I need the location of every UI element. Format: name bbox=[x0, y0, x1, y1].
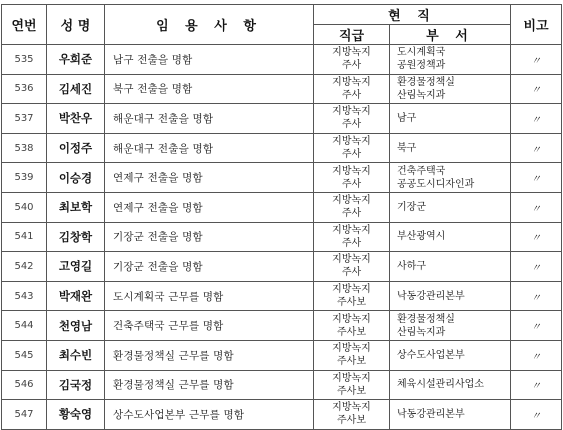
row-department-line: 건축주택국 bbox=[397, 165, 446, 177]
table-row bbox=[2, 104, 562, 134]
table-body bbox=[2, 45, 562, 430]
row-number: 535 bbox=[2, 45, 47, 75]
header-appointment: 임 용 사 항 bbox=[105, 5, 314, 45]
table-row bbox=[2, 163, 562, 193]
row-department bbox=[390, 281, 511, 311]
row-name: 이정주 bbox=[47, 133, 105, 163]
row-rank bbox=[314, 74, 390, 104]
row-appointment: 기장군 전출을 명함 bbox=[105, 252, 314, 282]
row-rank-line: 주사보 bbox=[337, 415, 366, 427]
row-department-line: 낙동강관리본부 bbox=[397, 290, 465, 302]
row-department-line: 기장군 bbox=[397, 201, 426, 213]
row-name: 김세진 bbox=[47, 74, 105, 104]
row-rank-line: 지방녹지 bbox=[332, 76, 371, 88]
row-number: 542 bbox=[2, 252, 47, 282]
row-rank bbox=[314, 370, 390, 400]
row-department bbox=[390, 104, 511, 134]
row-department bbox=[390, 222, 511, 252]
row-appointment: 연제구 전출을 명함 bbox=[105, 192, 314, 222]
row-note: 〃 bbox=[511, 311, 562, 341]
header-name: 성 명 bbox=[47, 5, 105, 45]
row-name: 황숙영 bbox=[47, 400, 105, 430]
row-number: 540 bbox=[2, 192, 47, 222]
row-note: 〃 bbox=[511, 163, 562, 193]
row-rank bbox=[314, 222, 390, 252]
row-rank-line: 주사보 bbox=[337, 297, 366, 309]
row-rank bbox=[314, 104, 390, 134]
row-name: 박재완 bbox=[47, 281, 105, 311]
row-department bbox=[390, 311, 511, 341]
row-appointment: 도시계획국 근무를 명함 bbox=[105, 281, 314, 311]
row-department bbox=[390, 74, 511, 104]
row-department-line: 부산광역시 bbox=[397, 231, 446, 243]
row-rank-line: 지방녹지 bbox=[332, 284, 371, 296]
row-department bbox=[390, 400, 511, 430]
row-department-line: 체육시설관리사업소 bbox=[397, 379, 484, 391]
row-note: 〃 bbox=[511, 281, 562, 311]
row-rank-line: 지방녹지 bbox=[332, 195, 371, 207]
row-department-line: 사하구 bbox=[397, 260, 426, 272]
row-rank bbox=[314, 45, 390, 75]
row-name: 우희준 bbox=[47, 45, 105, 75]
header-note: 비고 bbox=[511, 5, 562, 45]
row-note: 〃 bbox=[511, 370, 562, 400]
row-rank bbox=[314, 400, 390, 430]
row-number: 546 bbox=[2, 370, 47, 400]
row-rank-line: 주사 bbox=[341, 267, 362, 279]
row-rank-line: 지방녹지 bbox=[332, 106, 371, 118]
row-appointment: 기장군 전출을 명함 bbox=[105, 222, 314, 252]
table-row bbox=[2, 311, 562, 341]
row-department-line: 산림녹지과 bbox=[397, 326, 446, 338]
row-rank-line: 지방녹지 bbox=[332, 47, 371, 59]
row-name: 박찬우 bbox=[47, 104, 105, 134]
row-rank bbox=[314, 311, 390, 341]
row-rank-line: 주사보 bbox=[337, 385, 366, 397]
row-rank-line: 지방녹지 bbox=[332, 372, 371, 384]
table-row bbox=[2, 74, 562, 104]
table-row bbox=[2, 340, 562, 370]
row-note: 〃 bbox=[511, 192, 562, 222]
row-department bbox=[390, 370, 511, 400]
table-row bbox=[2, 252, 562, 282]
row-number: 539 bbox=[2, 163, 47, 193]
row-department-line: 남구 bbox=[397, 112, 417, 124]
table-row bbox=[2, 370, 562, 400]
row-rank-line: 주사보 bbox=[337, 326, 366, 338]
row-name: 김국정 bbox=[47, 370, 105, 400]
row-rank-line: 주사 bbox=[341, 237, 362, 249]
row-rank-line: 지방녹지 bbox=[332, 224, 371, 236]
row-note: 〃 bbox=[511, 45, 562, 75]
row-rank-line: 주사 bbox=[341, 89, 362, 101]
row-department-line: 공공도시디자인과 bbox=[397, 178, 475, 190]
row-number: 547 bbox=[2, 400, 47, 430]
row-rank bbox=[314, 281, 390, 311]
row-appointment: 환경물정책실 근무를 명함 bbox=[105, 340, 314, 370]
row-rank-line: 지방녹지 bbox=[332, 136, 371, 148]
row-rank-line: 주사 bbox=[341, 178, 362, 190]
row-department bbox=[390, 192, 511, 222]
table-row bbox=[2, 400, 562, 430]
row-note: 〃 bbox=[511, 222, 562, 252]
row-department-line: 환경물정책실 bbox=[397, 313, 455, 325]
row-note: 〃 bbox=[511, 400, 562, 430]
row-number: 537 bbox=[2, 104, 47, 134]
row-rank bbox=[314, 133, 390, 163]
row-note: 〃 bbox=[511, 252, 562, 282]
row-name: 고영길 bbox=[47, 252, 105, 282]
row-department-line: 도시계획국 bbox=[397, 47, 446, 59]
row-rank bbox=[314, 252, 390, 282]
row-appointment: 해운대구 전출을 명함 bbox=[105, 133, 314, 163]
row-rank-line: 주사 bbox=[341, 119, 362, 131]
row-department-line: 환경물정책실 bbox=[397, 76, 455, 88]
appointment-table bbox=[1, 4, 562, 430]
row-department-line: 산림녹지과 bbox=[397, 89, 446, 101]
header-no: 연번 bbox=[2, 5, 47, 45]
row-number: 541 bbox=[2, 222, 47, 252]
table-row bbox=[2, 45, 562, 75]
row-name: 이승경 bbox=[47, 163, 105, 193]
row-note: 〃 bbox=[511, 74, 562, 104]
row-department bbox=[390, 252, 511, 282]
row-name: 최수빈 bbox=[47, 340, 105, 370]
row-rank bbox=[314, 192, 390, 222]
row-department-line: 낙동강관리본부 bbox=[397, 408, 465, 420]
row-department bbox=[390, 133, 511, 163]
row-name: 천영남 bbox=[47, 311, 105, 341]
row-number: 545 bbox=[2, 340, 47, 370]
row-rank-line: 지방녹지 bbox=[332, 165, 371, 177]
row-rank-line: 주사 bbox=[341, 60, 362, 72]
row-rank-line: 지방녹지 bbox=[332, 343, 371, 355]
table-row bbox=[2, 222, 562, 252]
row-number: 544 bbox=[2, 311, 47, 341]
row-appointment: 북구 전출을 명함 bbox=[105, 74, 314, 104]
row-department bbox=[390, 163, 511, 193]
row-appointment: 상수도사업본부 근무를 명함 bbox=[105, 400, 314, 430]
row-rank-line: 지방녹지 bbox=[332, 313, 371, 325]
table-row bbox=[2, 281, 562, 311]
row-number: 543 bbox=[2, 281, 47, 311]
row-department bbox=[390, 45, 511, 75]
row-note: 〃 bbox=[511, 104, 562, 134]
row-name: 김창학 bbox=[47, 222, 105, 252]
row-appointment: 건축주택국 근무를 명함 bbox=[105, 311, 314, 341]
row-rank bbox=[314, 340, 390, 370]
row-department-line: 북구 bbox=[397, 142, 417, 154]
row-rank bbox=[314, 163, 390, 193]
row-rank-line: 지방녹지 bbox=[332, 402, 371, 414]
row-department-line: 상수도사업본부 bbox=[397, 349, 465, 361]
header-rank: 직급 bbox=[314, 25, 390, 45]
row-appointment: 해운대구 전출을 명함 bbox=[105, 104, 314, 134]
header-department: 부 서 bbox=[390, 25, 511, 45]
row-appointment: 남구 전출을 명함 bbox=[105, 45, 314, 75]
row-rank-line: 주사 bbox=[341, 208, 362, 220]
row-appointment: 환경물정책실 근무를 명함 bbox=[105, 370, 314, 400]
row-note: 〃 bbox=[511, 340, 562, 370]
header-current-position: 현 직 bbox=[314, 5, 511, 25]
row-rank-line: 지방녹지 bbox=[332, 254, 371, 266]
table-row bbox=[2, 192, 562, 222]
row-number: 538 bbox=[2, 133, 47, 163]
row-rank-line: 주사보 bbox=[337, 356, 366, 368]
row-department-line: 공원정책과 bbox=[397, 60, 446, 72]
table-row bbox=[2, 133, 562, 163]
row-appointment: 연제구 전출을 명함 bbox=[105, 163, 314, 193]
row-number: 536 bbox=[2, 74, 47, 104]
row-name: 최보학 bbox=[47, 192, 105, 222]
row-department bbox=[390, 340, 511, 370]
row-note: 〃 bbox=[511, 133, 562, 163]
row-rank-line: 주사 bbox=[341, 149, 362, 161]
